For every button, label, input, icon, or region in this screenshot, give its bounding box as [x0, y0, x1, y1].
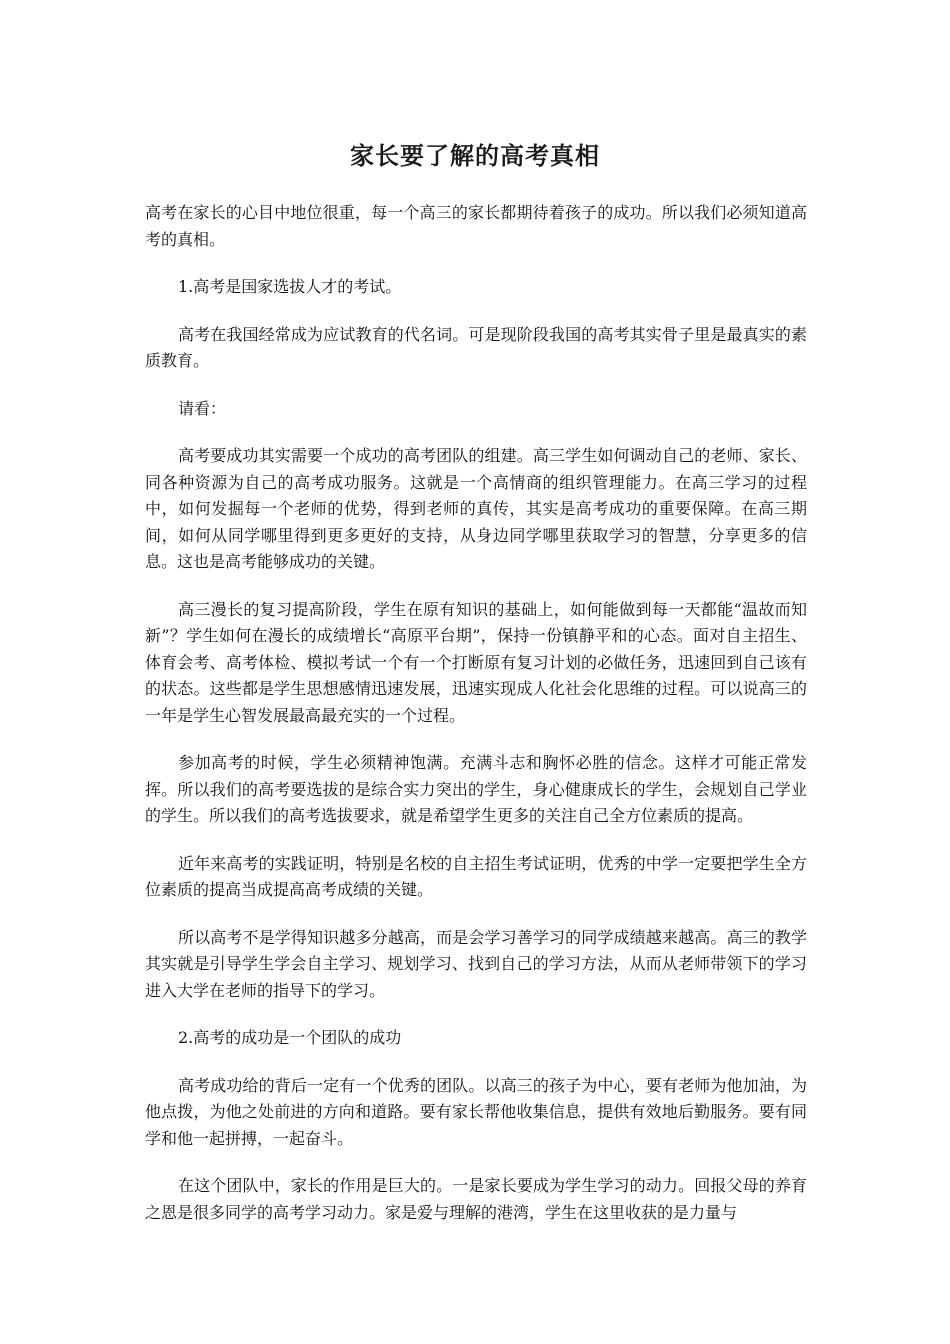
paragraph: 高考成功给的背后一定有一个优秀的团队。以高三的孩子为中心，要有老师为他加油，为他点拨，为他之处前进的方向和道路。要有家长帮他收集信息，提供有效地后勤服务。要有同学和他一起拼搏，一起奋斗。 [145, 1075, 807, 1148]
paragraph: 在这个团队中，家长的作用是巨大的。一是家长要成为学生学习的动力。回报父母的养育之恩是很多同学的高考学习动力。家是爱与理解的港湾，学生在这里收获的是力量与 [145, 1176, 807, 1222]
paragraph: 参加高考的时候，学生必须精神饱满。充满斗志和胸怀必胜的信念。这样才可能正常发挥。所以我们的高考要选拔的是综合实力突出的学生，身心健康成长的学生，会规划自己学业的学生。所以我们的高考选拔要求，就是希望学生更多的关注自己全方位素质的提高。 [145, 753, 807, 825]
paragraph: 所以高考不是学得知识越多分越高，而是会学习善学习的同学成绩越来越高。高三的教学其实就是引导学生学会自主学习、规划学习、找到自己的学习方法，从而从老师带领下的学习进入大学在老师的指导下的学习。 [145, 927, 807, 1000]
section-heading-2: 2.高考的成功是一个团队的成功 [178, 1028, 402, 1047]
paragraph: 请看： [178, 398, 227, 418]
document-title: 家长要了解的高考真相 [350, 141, 600, 170]
paragraph: 高考要成功其实需要一个成功的高考团队的组建。高三学生如何调动自己的老师、家长、同各种资源为自己的高考成功服务。这就是一个高情商的组织管理能力。在高三学习的过程中，如何发掘每一个老师的优势，得到老师的真传，其实是高考成功的重要保障。在高三期间，如何从同学哪里得到更多更好的支持，从身边同学哪里获取学习的智慧，分享更多的信息。这也是高考能够成功的关键。 [145, 446, 807, 571]
paragraph: 高三漫长的复习提高阶段，学生在原有知识的基础上，如何能做到每一天都能“温故而知新”？学生如何在漫长的成绩增长“高原平台期”，保持一份镇静平和的心态。面对自主招生、体育会考、高考体检、模拟考试一个有一个打断原有复习计划的必做任务，迅速回到自己该有的状态。这些都是学生思想感情迅速发展，迅速实现成人化社会化思维的过程。可以说高三的一年是学生心智发展最高最充实的一个过程。 [145, 599, 807, 725]
document-body [145, 200, 807, 1247]
paragraph: 近年来高考的实践证明，特别是名校的自主招生考试证明，优秀的中学一定要把学生全方位素质的提高当成提高高考成绩的关键。 [145, 853, 807, 899]
paragraph-intro: 高考在家长的心目中地位很重，每一个高三的家长都期待着孩子的成功。所以我们必须知道高考的真相。 [145, 203, 807, 249]
paragraph: 高考在我国经常成为应试教育的代名词。可是现阶段我国的高考其实骨子里是最真实的素质教育。 [145, 324, 807, 370]
section-heading-1: 1.高考是国家选拔人才的考试。 [178, 277, 402, 296]
